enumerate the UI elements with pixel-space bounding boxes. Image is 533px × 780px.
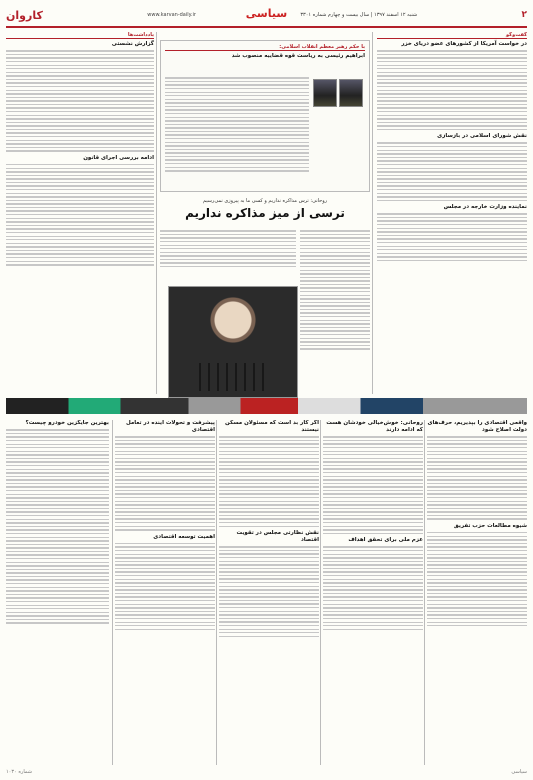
right-body-text	[377, 50, 527, 130]
lower-sub-a: شیوه مطالعات حزب تفریق	[453, 522, 527, 529]
page-number: ۲	[521, 10, 527, 20]
column-divider	[216, 420, 217, 765]
lower-col2-headline: روحانی: خوش‌خیالی خودشان هست که ادامه دارند	[326, 420, 423, 433]
lower-col-3	[219, 420, 319, 765]
quote-headline: ابراهیم رئیسی به ریاست قوه قضاییه منصوب شد	[231, 53, 365, 59]
right-second-headline: نماینده وزارت خارجه در مجلس	[443, 204, 527, 211]
column-divider	[320, 420, 321, 765]
dateline: شنبه ۱۲ اسفند ۱۳۹۷ | سال بیست و چهارم شماره ۳۳۰۱	[300, 12, 418, 18]
right-body-text-2	[377, 142, 527, 201]
lower-col-5	[6, 420, 109, 765]
advertisement-strip[interactable]	[6, 398, 527, 414]
lower-col1-headline: واقعی اقتصادی را بپذیریم، حرف‌های دولت اصلاح شود	[427, 420, 527, 433]
lower-col3-text	[219, 436, 319, 527]
column-divider	[156, 32, 157, 394]
right-sub-headline: نقش شورای اسلامی در بازسازی	[437, 133, 527, 140]
lower-sub-d: اهمیت توسعه اقتصادی	[153, 533, 215, 540]
lower-col5-text	[6, 429, 109, 624]
site-url[interactable]: www.karvan-daily.ir	[147, 12, 196, 18]
lower-col3-text-2	[219, 546, 319, 637]
section-title: سیاسی	[245, 7, 288, 20]
lower-col4-headline: پیشرفت و تحولات آینده در تعامل اقتصادی	[125, 420, 215, 433]
newspaper-logo: کاروان	[6, 8, 43, 22]
column-divider	[372, 32, 373, 394]
masthead	[6, 4, 527, 28]
main-story-body-top	[160, 228, 296, 284]
microphones	[199, 363, 267, 391]
lower-sub-c: نقش نظارتی مجلس در تقویت اقتصاد	[236, 530, 319, 544]
lower-col-4	[115, 420, 215, 765]
page-footer	[6, 769, 527, 777]
lower-sub-b: عزم ملی برای تحقق اهداف	[348, 537, 423, 544]
portrait-photo-1	[339, 79, 363, 107]
lower-col1-text	[427, 436, 527, 520]
president-photo	[168, 286, 298, 398]
portrait-photo-2	[313, 79, 337, 107]
quote-category: با حکم رهبر معظم انقلاب اسلامی:	[165, 44, 365, 51]
left-body-text-2	[6, 164, 154, 266]
right-column	[377, 32, 527, 394]
lower-col5-headline: بهترین جایگزین خودرو چیست؟	[25, 420, 109, 426]
footer-left: شماره ۱۰۳۰	[6, 769, 32, 775]
main-story-body-right	[300, 228, 370, 394]
leader-decree-box	[160, 40, 370, 192]
lower-col4-text-2	[115, 543, 215, 630]
left-body-text	[6, 50, 154, 152]
lower-col1-text-2	[427, 532, 527, 626]
main-kicker: روحانی: ترس مذاکره نداریم و کسی ما به پیروزی نمی‌رسیم	[202, 198, 328, 204]
main-body-text-top	[160, 230, 296, 267]
quote-body-text	[165, 75, 309, 174]
left-headline: گزارش نشستی	[111, 41, 154, 47]
lower-col3-headline: اگر کار بد است که مسئولان مسکن نیستند	[225, 420, 319, 433]
lower-col-2	[323, 420, 423, 765]
lower-col-1	[427, 420, 527, 765]
lower-col2-text-2	[323, 546, 423, 630]
main-headline: ترسی از میز مذاکره نداریم	[185, 206, 345, 220]
right-headline: در خواست آمریکا از کشورهای عضو دریای خزر	[401, 41, 527, 47]
right-body-text-3	[377, 213, 527, 261]
lower-col2-text	[323, 436, 423, 534]
left-category: یادداشت‌ها	[6, 32, 154, 39]
column-divider	[112, 420, 113, 765]
main-body-text	[300, 230, 370, 349]
left-paragraph-headline: ادامه بررسی اجرای قانون	[83, 154, 154, 161]
column-divider	[424, 420, 425, 765]
main-story-title	[160, 198, 370, 220]
lower-col4-text	[115, 436, 215, 530]
left-column	[6, 32, 154, 394]
right-category: گفت‌وگو	[377, 32, 527, 39]
footer-right: سیاسی	[511, 769, 527, 775]
